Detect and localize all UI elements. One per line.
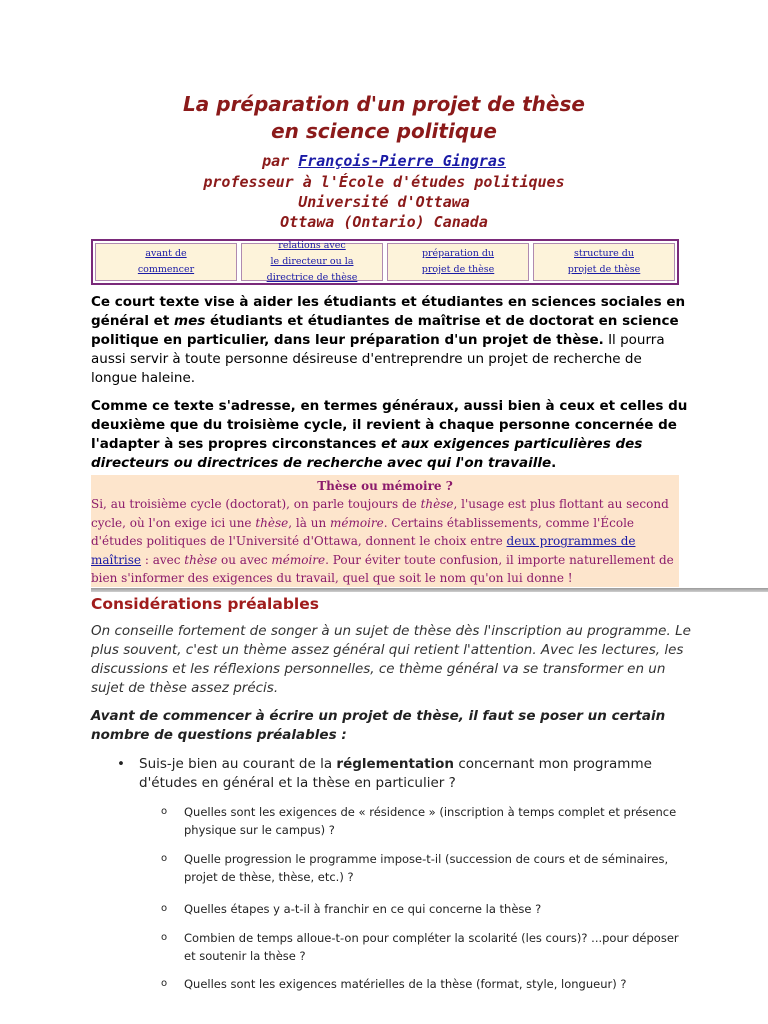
nav-cell-relations xyxy=(241,240,383,283)
intro-p2-part-a: Comme ce texte s'adresse, en termes généraux, aussi bien à ceux et celles du deuxième que du troisième cycle, il revient à chaque personne concernée de l'adapter à ses propres circonstances xyxy=(91,398,688,452)
page-title-line2: en science politique xyxy=(271,119,497,143)
sub-list-item xyxy=(161,929,684,965)
box-term: thèse xyxy=(184,552,218,567)
list-item xyxy=(117,755,669,793)
bullet-text-c: concernant mon programme d'études en général et la thèse en particulier ? xyxy=(139,756,652,791)
box-term: thèse xyxy=(255,515,289,530)
section-paragraph-2: Avant de commencer à écrire un projet de thèse, il faut se poser un certain nombre de questions préalables : xyxy=(91,708,666,743)
sub-list-item xyxy=(161,900,684,918)
author-university: Université d'Ottawa xyxy=(298,193,470,211)
circle-bullet-icon: o xyxy=(161,806,168,817)
sub-list-item xyxy=(161,850,684,886)
author-prefix: par xyxy=(262,152,290,170)
circle-bullet-icon: o xyxy=(161,853,168,864)
bullet-text-b: réglementation xyxy=(336,756,455,772)
sub-item-text: Quelles étapes y a-t-il à franchir en ce qui concerne la thèse ? xyxy=(184,902,542,916)
author-location: Ottawa (Ontario) Canada xyxy=(280,213,488,231)
section-divider xyxy=(91,588,768,592)
intro-p1-part-a: Ce court texte vise à aider les étudiants et étudiantes en sciences sociales en général et xyxy=(91,294,686,329)
intro-p1-part-b: étudiants et étudiantes de maîtrise et de doctorat en science politique en particulier, dans leur préparation d'un projet de thèse. xyxy=(91,313,679,348)
box-body xyxy=(91,495,679,587)
intro-p2-part-c: . xyxy=(551,455,557,471)
intro-p2-part-b: et aux exigences particulières des directeurs ou directrices de recherche avec qui l'on travaille xyxy=(91,436,643,471)
intro-p1-mes: mes xyxy=(174,313,206,329)
sub-list-item xyxy=(161,803,684,839)
intro-paragraph-1 xyxy=(91,293,691,388)
nav-cell-avant xyxy=(95,243,237,281)
author-role: professeur à l'École d'études politiques xyxy=(203,173,565,191)
sub-item-text: Combien de temps alloue-t-on pour compléter la scolarité (les cours)? ...pour déposer et soutenir la thèse ? xyxy=(184,931,679,963)
nav-cell-structure xyxy=(533,243,675,281)
author-link[interactable]: François-Pierre Gingras xyxy=(298,152,506,170)
box-text: Si, au troisième cycle (doctorat), on parle toujours de xyxy=(91,497,421,512)
circle-bullet-icon: o xyxy=(161,978,168,989)
box-text: , là un xyxy=(288,515,330,530)
deux-programmes-link[interactable]: deux programmes de maîtrise xyxy=(91,534,636,567)
page-title-line1: La préparation d'un projet de thèse xyxy=(183,92,585,116)
box-term: thèse xyxy=(420,497,454,512)
sub-list-item xyxy=(161,975,684,993)
box-text: ou avec xyxy=(217,552,272,567)
circle-bullet-icon: o xyxy=(161,903,168,914)
sub-item-text: Quelles sont les exigences de « résidence » (inscription à temps complet et présence physique sur le campus) ? xyxy=(184,805,677,837)
sub-item-text: Quelles sont les exigences matérielles de la thèse (format, style, longueur) ? xyxy=(184,977,627,991)
bullet-icon: • xyxy=(117,756,125,772)
section-paragraph-1: On conseille fortement de songer à un sujet de thèse dès l'inscription au programme. Le plus souvent, c'est un thème assez général qui retient l'attention. Avec les lectures, les discussions et les réflexions personnelles, ce thème général va se transformer en un sujet de thèse assez précis. xyxy=(91,623,691,696)
box-text: . Certains établissements, comme l'École d'études politiques de l'Université d'Ottawa, donnent le choix entre xyxy=(91,515,635,549)
nav-link-preparation[interactable]: préparation du projet de thèse xyxy=(421,248,495,275)
box-text: . Pour éviter toute confusion, il importe naturellement de bien s'informer des exigences du travail, quel que soit le nom qu'on lui donne ! xyxy=(91,552,674,586)
author-line xyxy=(0,152,768,170)
sub-item-text: Quelle progression le programme impose-t-il (succession de cours et de séminaires, projet de thèse, thèse, etc.) ? xyxy=(184,852,669,884)
nav-link-structure[interactable]: structure du projet de thèse xyxy=(567,248,641,275)
circle-bullet-icon: o xyxy=(161,932,168,943)
box-title: Thèse ou mémoire ? xyxy=(317,479,453,493)
box-text: , l'usage est plus flottant au second cycle, où l'on exige ici une xyxy=(91,497,669,530)
section-heading: Considérations préalables xyxy=(91,595,319,613)
intro-paragraph-2 xyxy=(91,397,691,473)
section-nav xyxy=(91,239,679,285)
nav-link-relations[interactable]: relations avec le directeur ou la directrice de thèse xyxy=(266,240,358,283)
these-memoire-box xyxy=(91,475,679,587)
bullet-text-a: Suis-je bien au courant de la xyxy=(139,756,337,772)
box-term: mémoire xyxy=(271,552,326,567)
box-term: mémoire xyxy=(330,515,384,530)
nav-cell-preparation xyxy=(387,243,529,281)
box-text: : avec xyxy=(141,552,185,567)
intro-p1-part-c: Il pourra aussi servir à toute personne désireuse d'entreprendre un projet de recherche de longue haleine. xyxy=(91,332,665,386)
nav-link-avant-de-commencer[interactable]: avant de commencer xyxy=(137,248,195,275)
